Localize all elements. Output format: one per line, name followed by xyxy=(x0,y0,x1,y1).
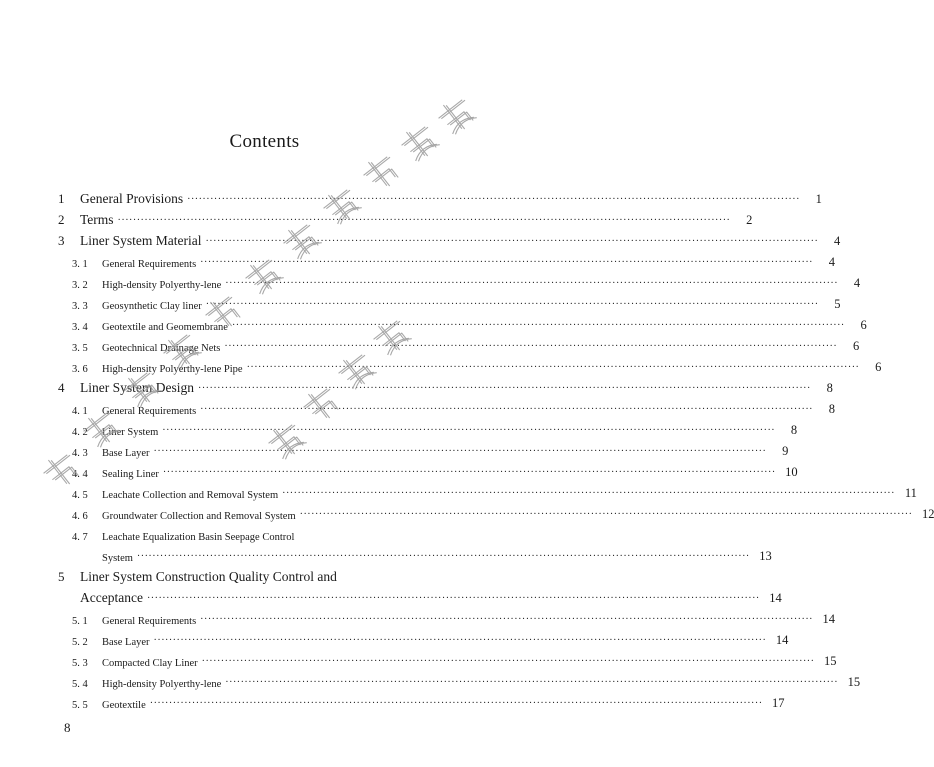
toc-entry-page: 17 xyxy=(772,696,785,710)
toc-entry[interactable] xyxy=(58,354,882,375)
toc-entry-page: 14 xyxy=(769,591,782,605)
toc-entry-title: Geotextile xyxy=(102,700,146,711)
toc-entry-title: General Provisions xyxy=(80,191,184,206)
toc-entry-title: General Requirements xyxy=(102,406,197,417)
toc-entry-page: 14 xyxy=(822,612,835,626)
dot-leader: ································································································································································ xyxy=(205,299,819,310)
dot-leader: ································································································································································ xyxy=(231,320,845,331)
toc-entry-number: 5. 5 xyxy=(72,700,88,711)
toc-entry-title: Liner System Material xyxy=(80,233,202,248)
dot-leader: ································································································································································ xyxy=(146,593,760,604)
toc-entry-title: Geotechnical Drainage Nets xyxy=(102,343,221,354)
toc-entry-number: 5. 3 xyxy=(72,658,88,669)
toc-entry-page: 9 xyxy=(782,444,789,458)
toc-entry-number: 3. 5 xyxy=(72,343,88,354)
toc-entry-title: Geotextile and Geomembrane xyxy=(102,322,228,333)
toc-entry-number: 4 xyxy=(58,380,65,395)
toc-entry-page: 8 xyxy=(826,381,833,395)
toc-entry-title: Liner System Construction Quality Control and xyxy=(80,569,337,584)
toc-entry[interactable] xyxy=(58,648,837,669)
toc-entry[interactable] xyxy=(58,501,934,522)
toc-entry-title: Liner System Design xyxy=(80,380,194,395)
toc-entry-page: 15 xyxy=(847,675,861,689)
dot-leader: ································································································································································ xyxy=(246,362,860,373)
toc-entry-number: 5. 4 xyxy=(72,679,88,690)
toc-entry[interactable] xyxy=(58,333,860,354)
toc-entry-page: 8 xyxy=(790,423,798,437)
toc-entry-number: 4. 3 xyxy=(72,448,88,459)
toc-entry-title: Liner System xyxy=(102,427,159,438)
toc-entry-page: 6 xyxy=(852,339,860,353)
table-of-contents xyxy=(58,186,934,711)
toc-entry-page: 4 xyxy=(828,255,835,269)
toc-entry-number: 3. 1 xyxy=(72,259,88,270)
toc-entry-title: High-density Polyerthy-lene Pipe xyxy=(102,364,243,375)
toc-entry-number: 5 xyxy=(58,569,65,584)
toc-entry-number: 4. 6 xyxy=(72,511,88,522)
toc-entry[interactable] xyxy=(58,207,753,228)
dot-leader: ································································································································································ xyxy=(162,467,776,478)
toc-entry[interactable] xyxy=(58,375,833,396)
dot-leader: ································································································································································ xyxy=(225,677,839,688)
dot-leader: ································································································································································ xyxy=(201,656,815,667)
toc-entry-page: 4 xyxy=(853,276,861,290)
toc-entry-page: 13 xyxy=(759,549,772,563)
toc-entry[interactable] xyxy=(58,669,861,690)
dot-leader: ································································································································································ xyxy=(200,614,813,625)
toc-entry-page: 6 xyxy=(860,318,867,332)
toc-entry[interactable] xyxy=(58,564,454,585)
toc-entry[interactable] xyxy=(58,249,835,270)
dot-leader: ································································································································································ xyxy=(149,698,763,709)
toc-entry[interactable] xyxy=(58,543,772,564)
toc-entry[interactable] xyxy=(58,480,917,501)
dot-leader: ································································································································································ xyxy=(153,635,767,646)
toc-entry-number: 3. 2 xyxy=(72,280,88,291)
toc-entry-title: High-density Polyerthy-lene xyxy=(102,280,222,291)
toc-entry-number: 4. 2 xyxy=(72,427,88,438)
toc-entry[interactable] xyxy=(58,228,841,249)
toc-entry-number: 5. 1 xyxy=(72,616,88,627)
toc-entry[interactable] xyxy=(58,291,841,312)
toc-entry-title: Leachate Equalization Basin Seepage Control xyxy=(102,532,295,543)
toc-entry-title: Sealing Liner xyxy=(102,469,159,480)
toc-entry-page: 11 xyxy=(904,486,917,500)
toc-entry[interactable] xyxy=(58,459,798,480)
toc-entry-title: Base Layer xyxy=(102,448,150,459)
toc-entry-page: 5 xyxy=(834,297,841,311)
dot-leader: ································································································································································ xyxy=(136,551,750,562)
dot-leader: ································································································································································ xyxy=(225,278,839,289)
toc-entry-number: 1 xyxy=(58,191,65,206)
toc-entry[interactable] xyxy=(58,312,867,333)
toc-entry[interactable] xyxy=(58,585,782,606)
toc-entry-number: 4. 4 xyxy=(72,469,88,480)
toc-entry[interactable] xyxy=(58,690,785,711)
toc-entry-page: 14 xyxy=(775,633,789,647)
toc-entry-number: 2 xyxy=(58,212,65,227)
toc-entry-page: 1 xyxy=(815,192,822,206)
toc-entry-title: Acceptance xyxy=(80,590,143,605)
dot-leader: ································································································································································ xyxy=(299,509,913,520)
toc-entry-page: 12 xyxy=(921,507,934,521)
dot-leader: ································································································································································ xyxy=(187,194,800,205)
toc-entry-number: 3. 4 xyxy=(72,322,88,333)
toc-entry[interactable] xyxy=(58,522,454,543)
toc-entry-number: 4. 7 xyxy=(72,532,88,543)
dot-leader: ································································································································································ xyxy=(224,341,838,352)
toc-entry[interactable] xyxy=(58,396,835,417)
toc-entry-number: 5. 2 xyxy=(72,637,88,648)
toc-entry-page: 2 xyxy=(746,213,753,227)
dot-leader: ································································································································································ xyxy=(205,236,819,247)
toc-entry-number: 3. 6 xyxy=(72,364,88,375)
toc-entry-title: High-density Polyerthy-lene xyxy=(102,679,222,690)
toc-entry[interactable] xyxy=(58,186,822,207)
toc-entry-number: 4. 1 xyxy=(72,406,88,417)
toc-entry[interactable] xyxy=(58,627,789,648)
toc-entry-title: System xyxy=(102,553,133,564)
dot-leader: ································································································································································ xyxy=(200,404,813,415)
toc-entry-title: Compacted Clay Liner xyxy=(102,658,198,669)
dot-leader: ································································································································································ xyxy=(282,488,895,499)
toc-entry-number: 4. 5 xyxy=(72,490,88,501)
toc-entry-title: Base Layer xyxy=(102,637,150,648)
dot-leader: ································································································································································ xyxy=(153,446,767,457)
toc-entry-title: General Requirements xyxy=(102,259,197,270)
toc-entry-page: 4 xyxy=(834,234,841,248)
page-number: 8 xyxy=(64,720,71,735)
dot-leader: ································································································································································ xyxy=(117,215,731,226)
dot-leader: ································································································································································ xyxy=(198,383,811,394)
toc-entry-title: Geosynthetic Clay liner xyxy=(102,301,202,312)
toc-entry-title: Leachate Collection and Removal System xyxy=(102,490,279,501)
toc-entry-page: 10 xyxy=(785,465,798,479)
toc-entry[interactable] xyxy=(58,270,861,291)
toc-entry-page: 6 xyxy=(875,360,882,374)
toc-entry-number: 3. 3 xyxy=(72,301,88,312)
toc-entry-title: Groundwater Collection and Removal System xyxy=(102,511,296,522)
page-title: Contents xyxy=(229,131,300,152)
dot-leader: ································································································································································ xyxy=(162,425,776,436)
toc-entry-number: 3 xyxy=(58,233,65,248)
toc-entry[interactable] xyxy=(58,438,789,459)
toc-entry[interactable] xyxy=(58,417,798,438)
toc-entry-page: 15 xyxy=(823,654,837,668)
toc-entry-title: General Requirements xyxy=(102,616,197,627)
dot-leader: ································································································································································ xyxy=(200,257,813,268)
toc-entry-page: 8 xyxy=(828,402,835,416)
toc-entry-title: Terms xyxy=(80,212,114,227)
toc-entry[interactable] xyxy=(58,606,835,627)
